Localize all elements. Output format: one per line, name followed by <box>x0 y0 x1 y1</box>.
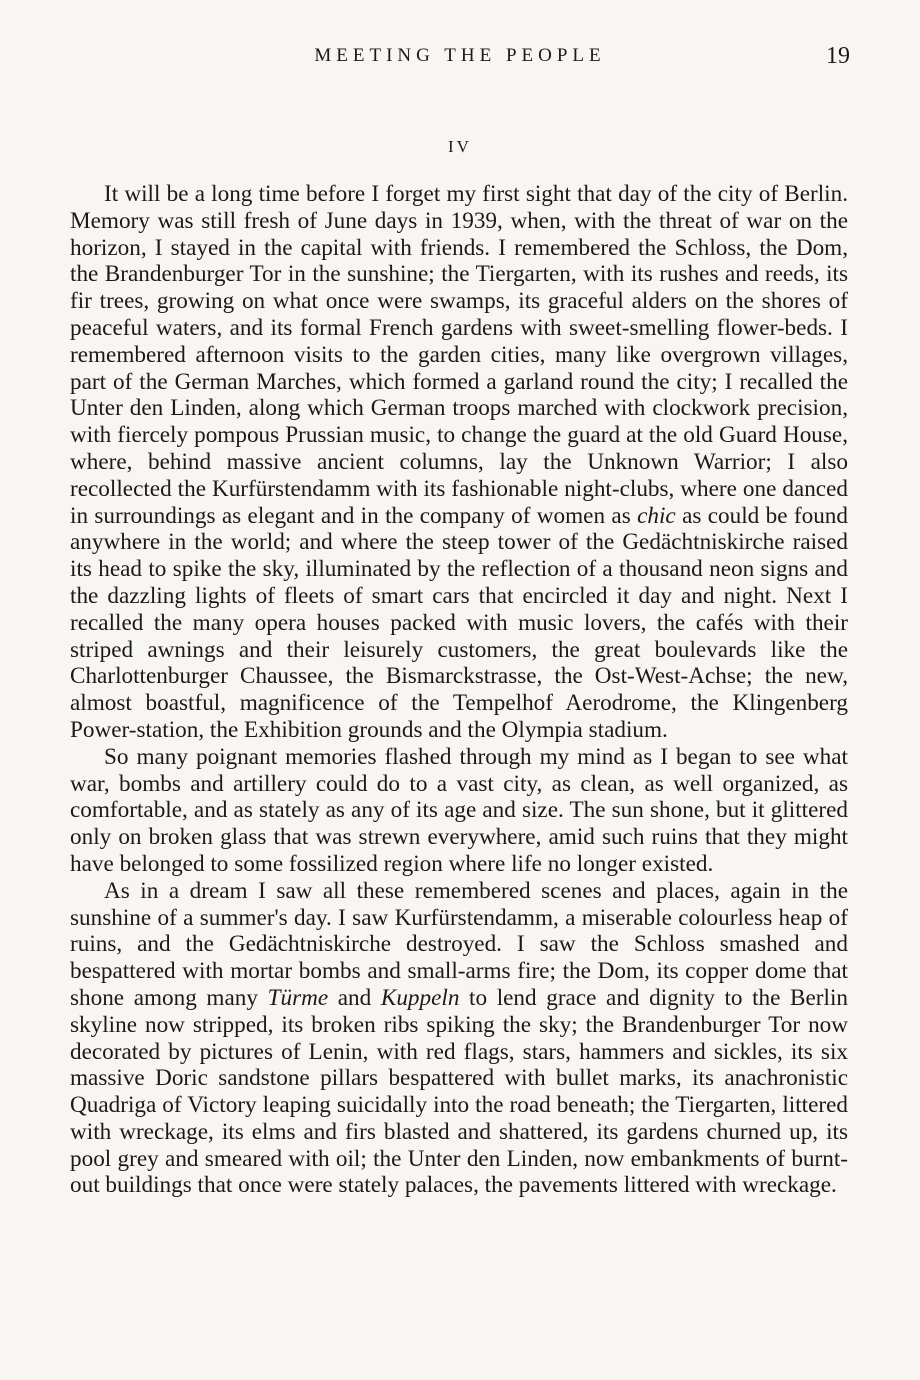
paragraph-3-text-a: As in a dream I saw all these remembered scenes and places, again in the sunshine of a summer's day. I saw Kurfürstendamm, a miserable colourless heap of ruins, and the Gedächtniskirche destroyed. I saw the Schloss smashed and bespattered with mortar bombs and small-arms fire; the Dom, its copper dome that shone among many <box>70 877 848 1011</box>
paragraph-3-text-b: and <box>328 984 381 1011</box>
paragraph-3 <box>70 878 848 1200</box>
paragraph-3-text-c: to lend grace and dignity to the Berlin skyline now stripped, its broken ribs spiking the sky; the Brandenburger Tor now decorated by pictures of Lenin, with red flags, stars, hammers and sickles, its six massive Doric sandstone pillars bespattered with bullet marks, its anachronistic Quadriga of Victory leaping suicidally into the road beneath; the Tiergarten, littered with wreckage, its elms and firs blasted and shattered, its gardens churned up, its pool grey and smeared with oil; the Unter den Linden, now embankments of burnt-out buildings that once were stately palaces, the pavements littered with wreckage. <box>70 984 849 1199</box>
paragraph-3-italic-turme: Türme <box>267 984 329 1011</box>
paragraph-2 <box>70 744 848 878</box>
section-number: IV <box>448 137 472 156</box>
paragraph-1 <box>70 181 848 744</box>
page-number: 19 <box>826 43 850 69</box>
paragraph-1-text-b: as could be found anywhere in the world; and where the steep tower of the Gedächtniskirche raised its head to spike the sky, illuminated by the reflection of a thousand neon signs and the dazzling lights of fleets of smart cars that encircled it day and night. Next I recalled the many opera houses packed with music lovers, the cafés with their striped awnings and their leisurely customers, the great boulevards like the Charlottenburger Chaussee, the Bismarckstrasse, the Ost-West-Achse; the new, almost boastful, magnificence of the Tempelhof Aerodrome, the Klingenberg Power-station, the Exhibition grounds and the Olympia stadium. <box>70 502 848 743</box>
body-text <box>70 181 848 1199</box>
paragraph-1-text-a: It will be a long time before I forget my first sight that day of the city of Berlin. Memory was still fresh of June days in 1939, when, with the threat of war on the horizon, I stayed in the capital with friends. I remembered the Schloss, the Dom, the Brandenburger Tor in the sunshine; the Tiergarten, with its rushes and reeds, its fir trees, growing on what once were swamps, its graceful alders on the shores of peaceful waters, and its formal French gardens with sweet-smelling flower-beds. I remembered afternoon visits to the garden cities, many like overgrown villages, part of the German Marches, which formed a garland round the city; I recalled the Unter den Linden, along which German troops marched with clockwork precision, with fiercely pompous Prussian music, to change the guard at the old Guard House, where, behind massive ancient columns, lay the Unknown Warrior; I also recollected the Kurfürstendamm with its fashionable night-clubs, where one danced in surroundings as elegant and in the company of women as <box>70 181 848 529</box>
paragraph-3-italic-kuppeln: Kuppeln <box>380 984 460 1011</box>
running-title: MEETING THE PEOPLE <box>314 45 606 66</box>
paragraph-1-italic-chic: chic <box>637 502 676 529</box>
running-head <box>70 45 850 79</box>
paragraph-2-text: So many poignant memories flashed through my mind as I began to see what war, bombs and artillery could do to a vast city, as clean, as well organized, as comfortable, and as stately as any of its age and size. The sun shone, but it glittered only on broken glass that was strewn everywhere, amid such ruins that they might have belonged to some fossilized region where life no longer existed. <box>70 743 848 877</box>
